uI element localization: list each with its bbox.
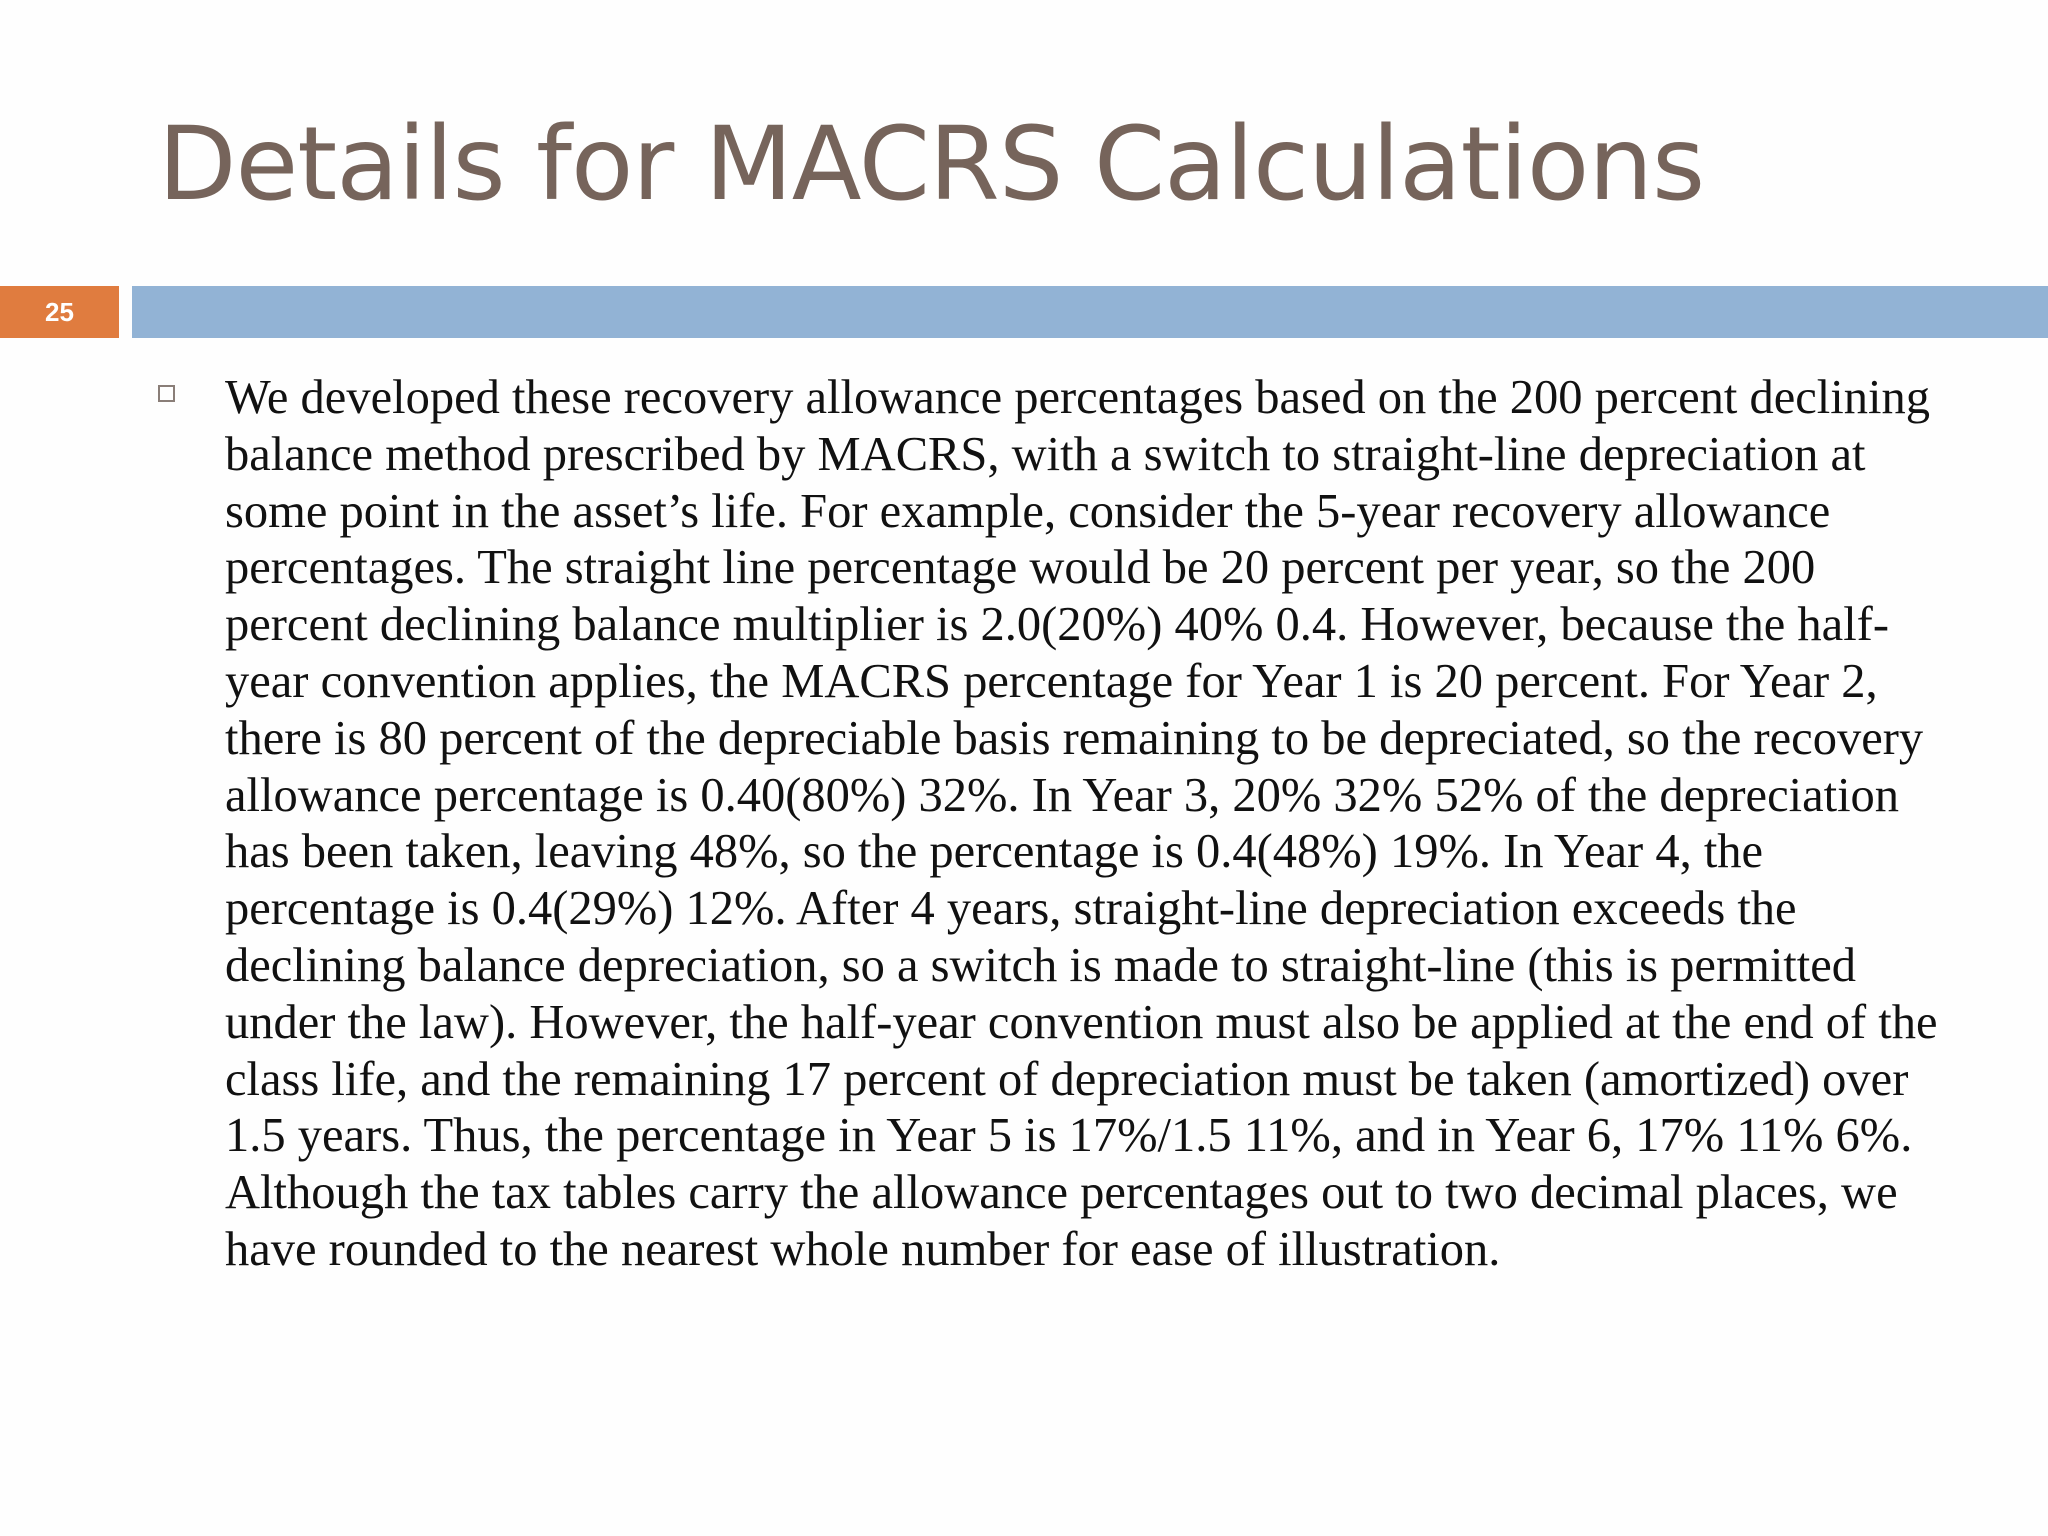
slide-title: Details for MACRS Calculations	[158, 105, 1705, 224]
bullet-text: We developed these recovery allowance percentages based on the 200 percent declining balance method prescribed by MACRS, with a switch to straight-line depreciation at some point in the asset’s life. For example, consider the 5-year recovery allowance percentages. The straight line percentage would be 20 percent per year, so the 200 percent declining balance multiplier is 2.0(20%) 40% 0.4. However, because the half-year convention applies, the MACRS percentage for Year 1 is 20 percent. For Year 2, there is 80 percent of the depreciable basis remaining to be depreciated, so the recovery allowance percentage is 0.40(80%) 32%. In Year 3, 20% 32% 52% of the depreciation has been taken, leaving 48%, so the percentage is 0.4(48%) 19%. In Year 4, the percentage is 0.4(29%) 12%. After 4 years, straight-line depreciation exceeds the declining balance depreciation, so a switch is made to straight-line (this is permitted under the law). However, the half-year convention must also be applied at the end of the class life, and the remaining 17 percent of depreciation must be taken (amortized) over 1.5 years. Thus, the percentage in Year 5 is 17%/1.5 11%, and in Year 6, 17% 11% 6%. Although the tax tables carry the allowance percentages out to two decimal places, we have rounded to the nearest whole number for ease of illustration.	[225, 371, 1938, 1276]
slide-body	[158, 370, 1958, 1279]
hollow-square-bullet-icon	[158, 385, 175, 402]
slide-number-badge	[0, 286, 119, 338]
bullet-item	[158, 370, 1958, 1279]
header-divider-bar	[132, 286, 2048, 338]
slide-number: 25	[45, 296, 74, 327]
